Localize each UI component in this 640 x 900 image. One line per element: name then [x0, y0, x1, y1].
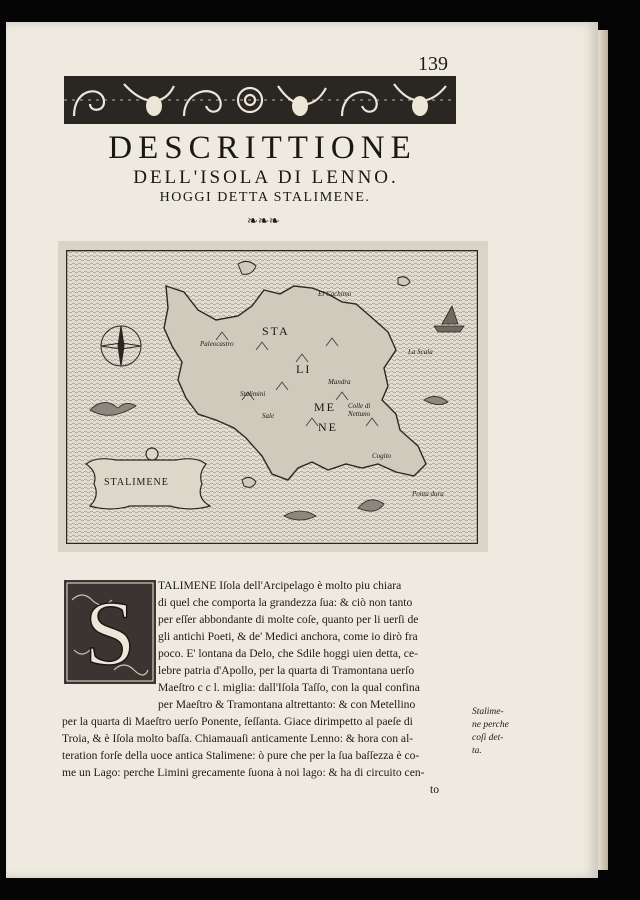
map-label-nettuno: Nettuno	[348, 410, 371, 418]
body-line-9: per la quarta di Maeſtro uerſo Ponente, ſeſſanta. Giace dirimpetto al paeſe di	[62, 715, 413, 728]
map-label-li: LI	[296, 362, 312, 376]
body-line-6: lebre patria d'Apollo, per la quarta di Tramontana uerſo	[158, 664, 415, 677]
map-label-cogito: Cogito	[372, 452, 392, 460]
page-title: DESCRITTIONE	[108, 130, 417, 166]
svg-text:S: S	[84, 582, 136, 684]
page-number: 139	[418, 53, 448, 75]
subtitle-line-1: DELL'ISOLA DI LENNO.	[133, 167, 399, 188]
decorated-initial-s	[64, 580, 156, 684]
map-label-paleocastro: Paleocastro	[200, 340, 234, 348]
map-label-ne: NE	[318, 420, 338, 434]
body-line-7: Maeſtro c c l. miglia: dall'Iſola Taſſo, con la qual confina	[158, 681, 420, 694]
margin-note-line-2: ne perche	[472, 720, 509, 730]
cartouche-title: STALIMENE	[104, 477, 169, 488]
body-line-13: to	[430, 783, 440, 796]
map-label-me: ME	[314, 400, 336, 414]
body-line-1: TALIMENE Iſola dell'Arcipelago è molto piu chiara	[158, 579, 402, 592]
map-label-la-scala: La Scala	[408, 348, 433, 356]
subtitle-line-2: HOGGI DETTA STALIMENE.	[159, 190, 371, 205]
margin-note-line-4: ta.	[472, 746, 482, 756]
body-line-4: gli antichi Poeti, & de' Medici anchora, come io dirò fra	[158, 630, 418, 643]
body-line-5: poco. E' lontana da Delo, che Sdile hoggi uien detta, ce-	[158, 647, 418, 660]
body-line-8: per Maeſtro & Tramontana altrettanto: & con Metellino	[158, 698, 416, 711]
map-label-colle: Colle di	[348, 402, 371, 410]
body-line-3: per eſſer abbondante di molte coſe, quanto per li uerſi de	[158, 613, 419, 626]
map-label-mandra: Mandra	[328, 378, 351, 386]
body-line-12: me un Lago: perche Limini grecamente ſuona à noi lago: & ha di circuito cen-	[62, 766, 425, 779]
map-label-stalimini: Stalimini	[240, 390, 266, 398]
body-line-11: teration forſe della uoce antica Stalimene: ò pure che per la ſua baſſezza è co-	[62, 749, 420, 762]
body-line-2: di quel che comporta la grandezza ſua: & ciò non tanto	[158, 596, 413, 609]
margin-note-line-1: Stalime-	[472, 707, 504, 717]
body-line-10: Troia, & è Iſola molto baſſa. Chiamauaſi anticamente Lenno: & hora con al-	[62, 732, 414, 745]
map-label-sta: STA	[262, 324, 290, 338]
ornamental-headpiece	[64, 76, 456, 124]
margin-note-line-3: coſi det-	[472, 733, 504, 743]
map-label-punta: Ponta dura	[412, 490, 444, 498]
island-map	[66, 250, 478, 544]
margin-note	[472, 706, 522, 758]
map-label-sale: Sale	[262, 412, 275, 420]
map-label-el-cachimo: El Cachimo	[318, 290, 352, 298]
fleuron-ornament: ❧❧❧	[247, 213, 280, 228]
